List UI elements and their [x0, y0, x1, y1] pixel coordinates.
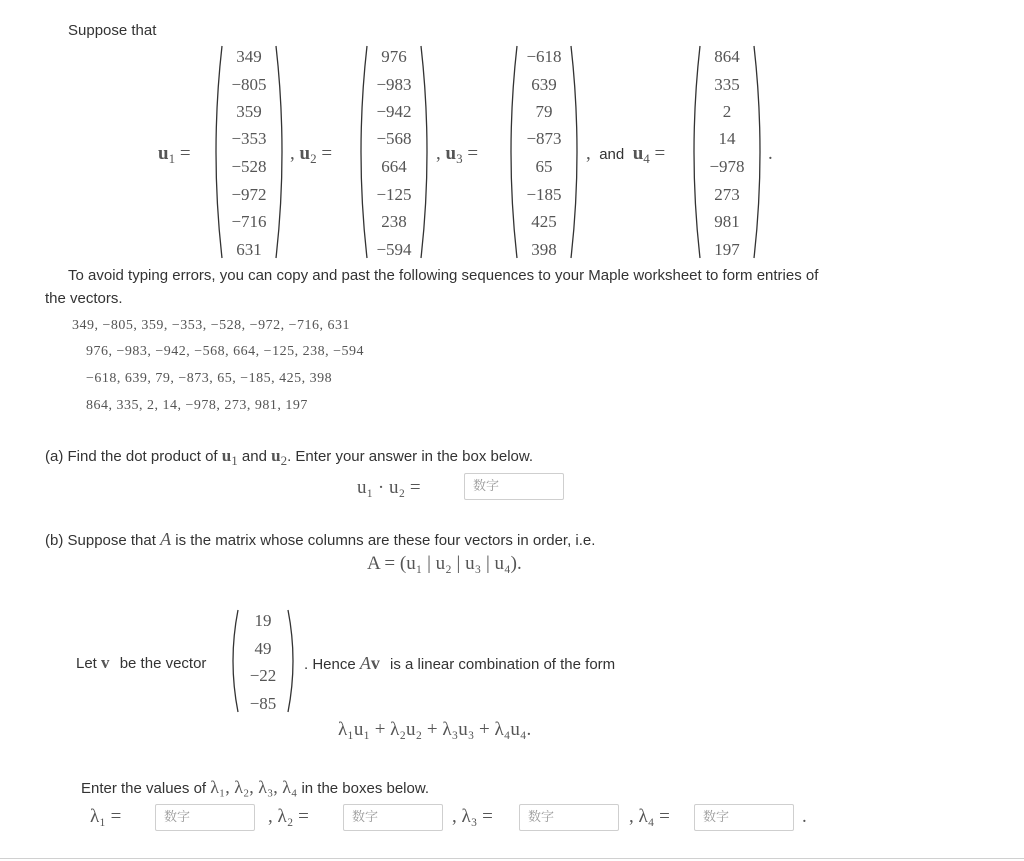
lambda2-label: , λ₂ = [268, 806, 309, 827]
vector-entry: 981 [714, 212, 740, 231]
linear-combination: λ₁u₁ + λ₂u₂ + λ₃u₃ + λ₄u₄. [338, 719, 532, 740]
vector-entry: 639 [531, 75, 557, 94]
vector-entry: 864 [714, 47, 740, 66]
lambda2-input[interactable] [343, 804, 443, 831]
lambda4-input[interactable] [694, 804, 794, 831]
vector-entry: −528 [231, 157, 267, 176]
dot-product-label: u₁ · u₂ = [357, 477, 421, 498]
u1-label: $u_1$ = [158, 143, 191, 166]
vector-entry: 197 [714, 240, 740, 259]
lambda1-input[interactable] [155, 804, 255, 831]
lambda1-label: λ₁ = [90, 806, 122, 827]
vector-entry: 273 [714, 185, 740, 204]
vector-entry: 2 [722, 102, 732, 121]
vector-entry: −353 [231, 129, 267, 148]
vector-entry: 359 [236, 102, 262, 121]
vector-u2 [355, 42, 433, 262]
vector-v [228, 606, 298, 716]
vector-entry: 238 [381, 212, 407, 231]
vector-entry: 631 [236, 240, 262, 259]
lambda3-input[interactable] [519, 804, 619, 831]
sequence-u2[interactable]: 976, −983, −942, −568, 664, −125, 238, −594 [86, 344, 364, 359]
sequence-u4[interactable]: 864, 335, 2, 14, −978, 273, 981, 197 [86, 398, 308, 413]
vector-entry: 79 [535, 102, 553, 121]
vector-entry: 425 [531, 212, 557, 231]
vector-entry: −805 [231, 75, 267, 94]
vector-entry: −873 [526, 129, 562, 148]
vector-entry: −568 [376, 129, 412, 148]
lambda4-label: , λ₄ = [629, 806, 670, 827]
bottom-divider [0, 858, 1024, 859]
vector-entry: −716 [231, 212, 267, 231]
u2-label: , $u_2$ = [290, 143, 333, 166]
enter-values-text: Enter the values of λ₁, λ₂, λ₃, λ₄ in the boxes below. [81, 777, 430, 797]
matrix-definition: A = (u₁ | u₂ | u₃ | u₄). [367, 553, 522, 574]
copy-note-cont: the vectors. [45, 290, 123, 307]
vector-u3 [505, 42, 583, 262]
let-v-text: Let v be the vector [76, 653, 207, 672]
intro-text: Suppose that [68, 22, 157, 39]
sequence-u1[interactable]: 349, −805, 359, −353, −528, −972, −716, 631 [72, 318, 350, 333]
vector-entry: −594 [376, 240, 412, 259]
vector-entry: −22 [249, 666, 277, 685]
vector-entry: −978 [709, 157, 745, 176]
sequence-u3[interactable]: −618, 639, 79, −873, 65, −185, 425, 398 [86, 371, 333, 386]
vector-entry: 398 [531, 240, 557, 259]
dot-product-input[interactable] [464, 473, 564, 500]
final-period: . [802, 806, 807, 827]
vector-entry: 14 [718, 129, 736, 148]
copy-note: To avoid typing errors, you can copy and past the following sequences to your Maple worksheet to form entries of [68, 267, 819, 284]
vector-entry: −983 [376, 75, 412, 94]
period: . [768, 143, 773, 164]
vector-entry: −942 [376, 102, 412, 121]
vector-entry: −972 [231, 185, 267, 204]
vector-u4 [688, 42, 766, 262]
vector-u1 [210, 42, 288, 262]
vector-entry: −125 [376, 185, 412, 204]
vector-entry: 664 [381, 157, 407, 176]
u4-label: , and $u_4$ = [586, 143, 666, 166]
vector-entry: −185 [526, 185, 562, 204]
vector-entry: 335 [714, 75, 740, 94]
vector-entry: 49 [254, 639, 272, 658]
hence-text: . Hence Av is a linear combination of the form [304, 653, 616, 673]
lambda3-label: , λ₃ = [452, 806, 493, 827]
vector-entry: 65 [535, 157, 553, 176]
vector-entry: 19 [254, 611, 272, 630]
part-a-question: (a) Find the dot product of $u_1$ and $u_2$. Enter your answer in the box below. [45, 446, 534, 468]
u3-label: , $u_3$ = [436, 143, 479, 166]
part-b-question: (b) Suppose that A is the matrix whose columns are these four vectors in order, i.e. [45, 529, 596, 549]
vector-entry: −618 [526, 47, 562, 66]
vector-entry: 976 [381, 47, 407, 66]
vector-entry: −85 [249, 694, 277, 713]
vector-entry: 349 [236, 47, 262, 66]
